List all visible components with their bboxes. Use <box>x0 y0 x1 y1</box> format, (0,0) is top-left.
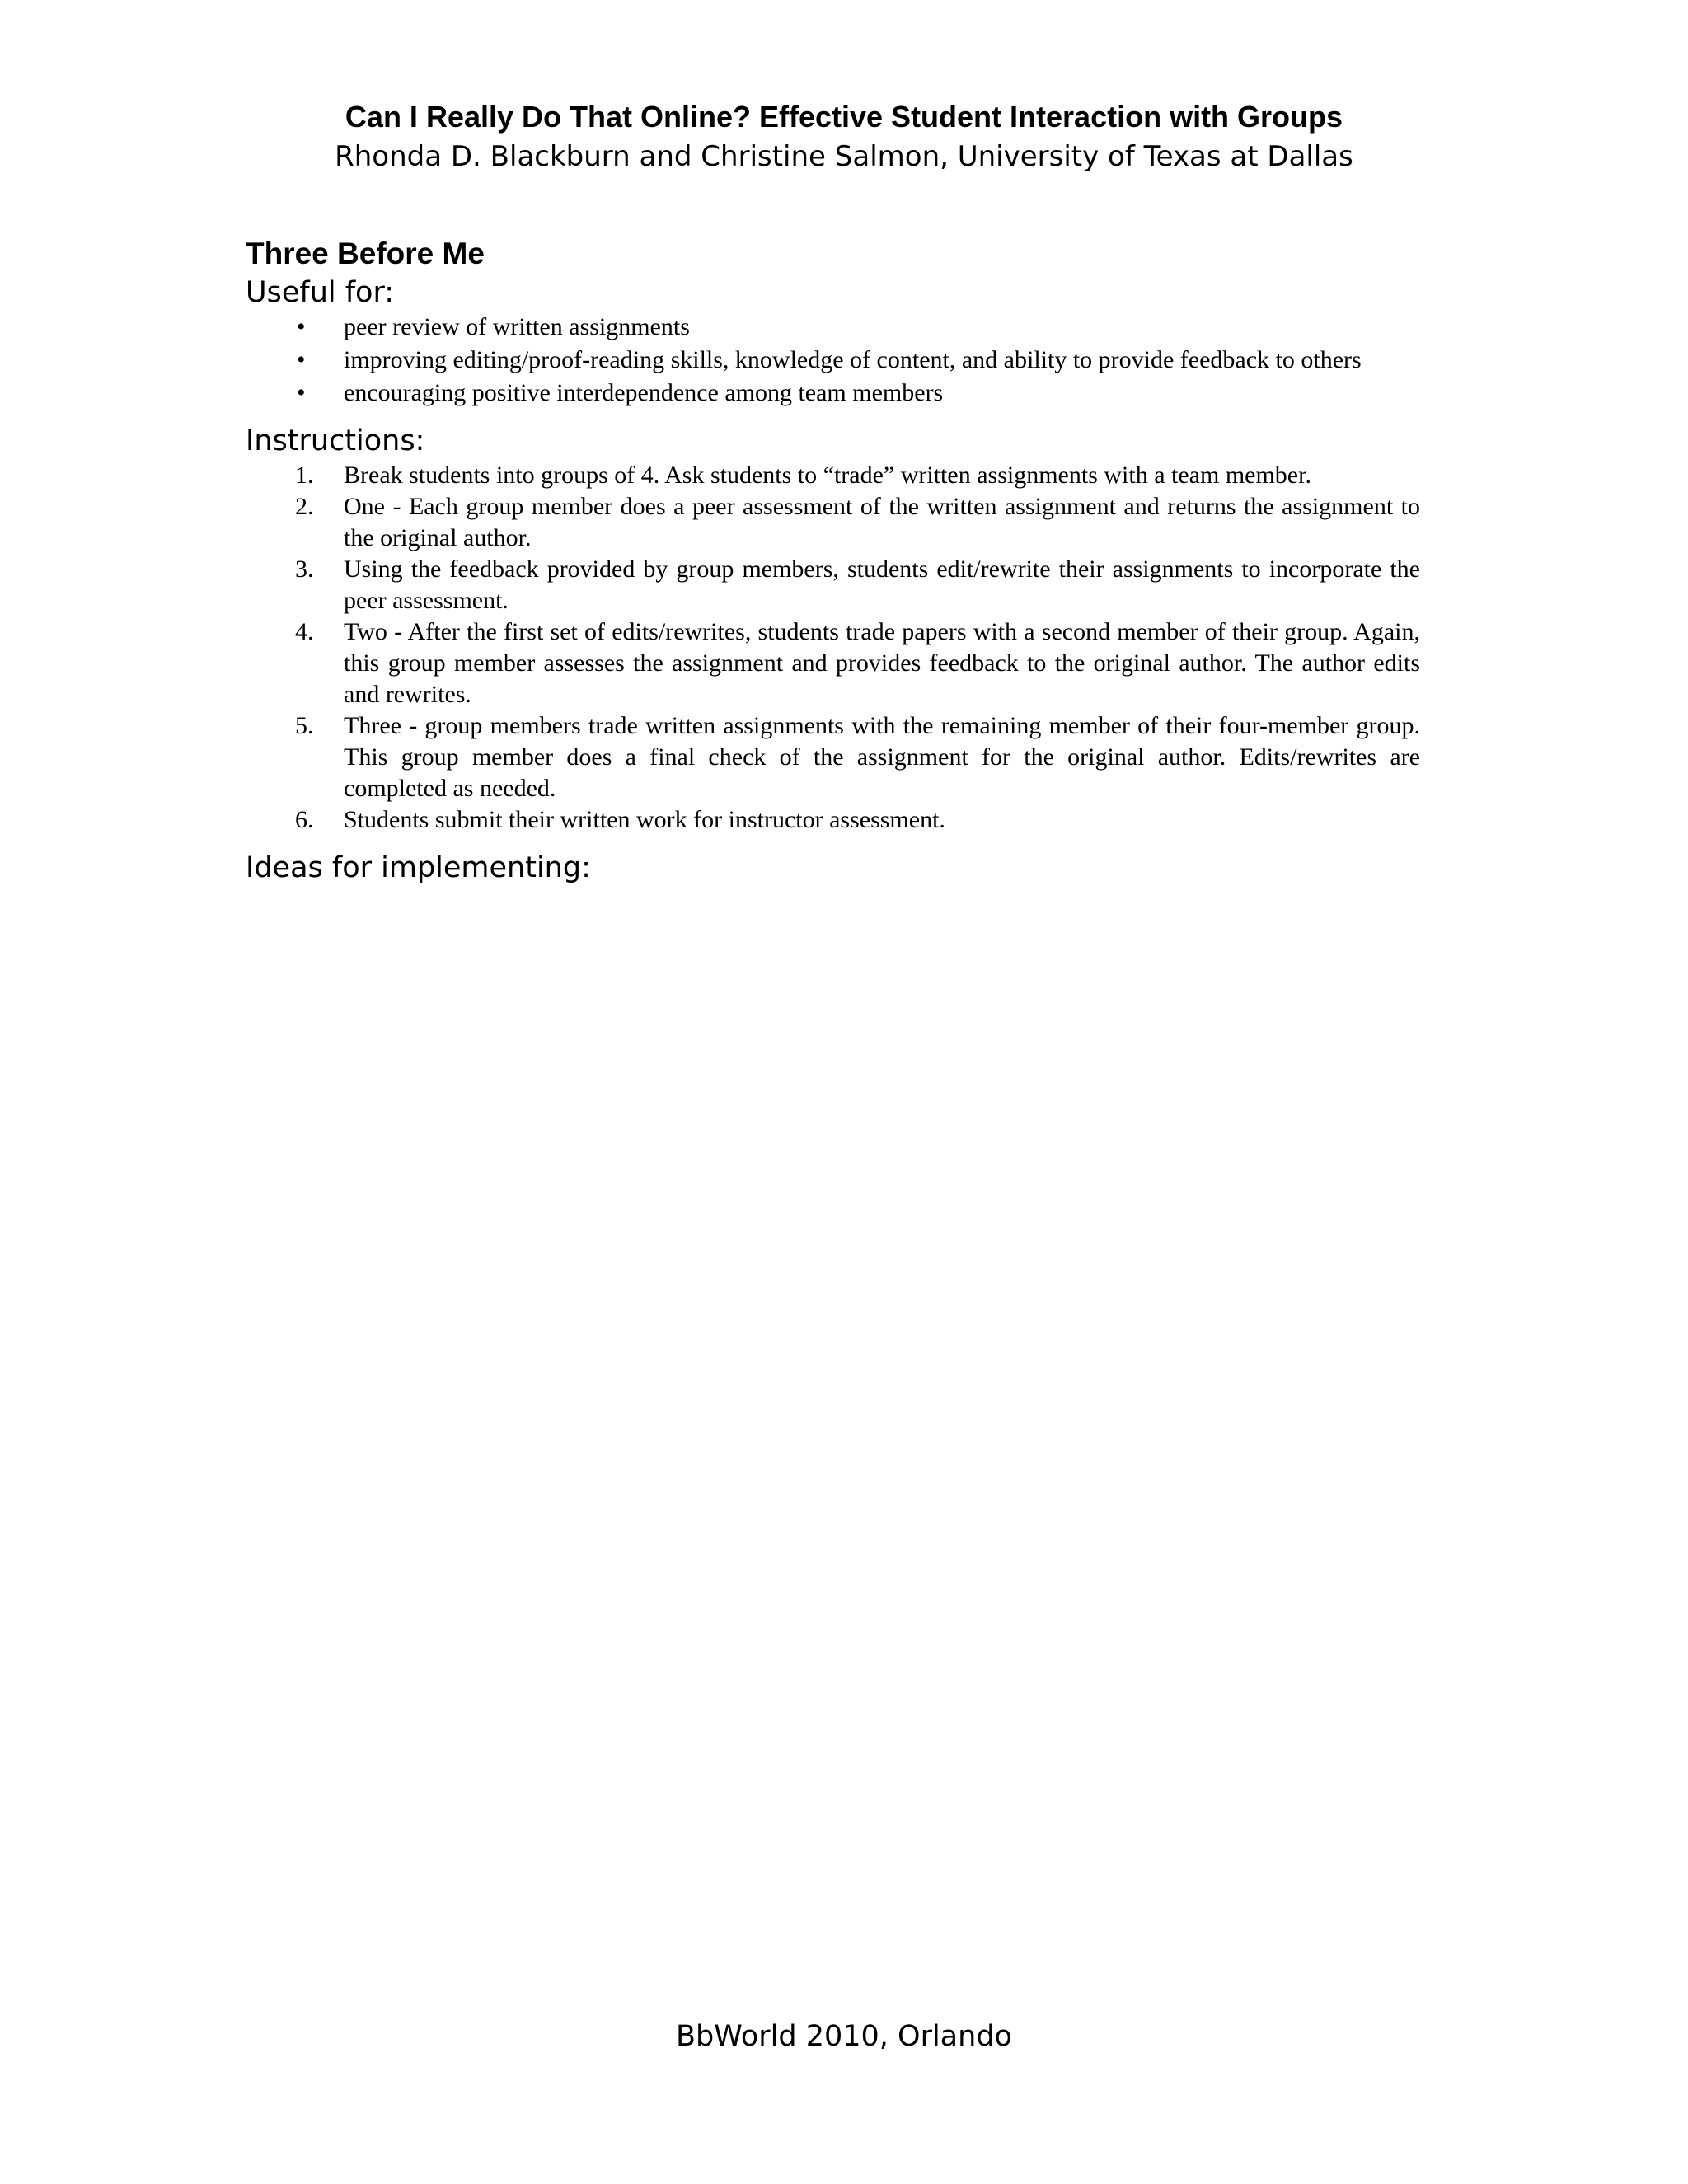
step-number: 2. <box>295 493 314 520</box>
step-number: 5. <box>295 712 314 739</box>
bullet-icon: • <box>297 313 306 340</box>
step-number: 3. <box>295 555 314 583</box>
bullet-icon: • <box>297 346 306 373</box>
instruction-step <box>246 554 1420 616</box>
main-content <box>246 234 1420 887</box>
section-title: Three Before Me <box>246 237 485 270</box>
list-item-text: improving editing/proof-reading skills, knowledge of content, and ability to provide feedback to others <box>344 346 1362 373</box>
useful-for-list <box>246 312 1420 409</box>
instruction-step <box>246 710 1420 804</box>
instruction-step <box>246 460 1420 491</box>
document-authors: Rhonda D. Blackburn and Christine Salmon, University of Texas at Dallas <box>335 140 1353 173</box>
instructions-list <box>246 460 1420 836</box>
step-text: Two - After the first set of edits/rewrites, students trade papers with a second member of their group. Again, this group member assesses the assignment and provides feedback to the original author. The author edits and rewrites. <box>344 618 1420 708</box>
instruction-step <box>246 804 1420 836</box>
step-text: Three - group members trade written assignments with the remaining member of their four-member group. This group member does a final check of the assignment for the original author. Edits/rewrites are completed as needed. <box>344 712 1420 802</box>
step-number: 4. <box>295 618 314 645</box>
useful-for-label: Useful for: <box>246 276 395 309</box>
document-title: Can I Really Do That Online? Effective Student Interaction with Groups <box>345 100 1343 134</box>
ideas-label: Ideas for implementing: <box>246 851 591 884</box>
step-text: One - Each group member does a peer assessment of the written assignment and returns the assignment to the original author. <box>344 493 1420 551</box>
instructions-label: Instructions: <box>246 424 425 457</box>
bullet-icon: • <box>297 379 306 406</box>
list-item <box>246 377 1420 409</box>
instruction-step <box>246 491 1420 554</box>
step-text: Students submit their written work for instructor assessment. <box>344 806 945 833</box>
step-text: Using the feedback provided by group members, students edit/rewrite their assignments to incorporate the peer assessment. <box>344 555 1420 614</box>
step-number: 6. <box>295 806 314 833</box>
instruction-step <box>246 616 1420 710</box>
list-item-text: encouraging positive interdependence among team members <box>344 379 944 406</box>
list-item-text: peer review of written assignments <box>344 313 690 340</box>
step-text: Break students into groups of 4. Ask students to “trade” written assignments with a team member. <box>344 462 1311 489</box>
list-item <box>246 344 1420 376</box>
step-number: 1. <box>295 462 314 489</box>
list-item <box>246 312 1420 343</box>
page-footer: BbWorld 2010, Orlando <box>676 2020 1012 2053</box>
